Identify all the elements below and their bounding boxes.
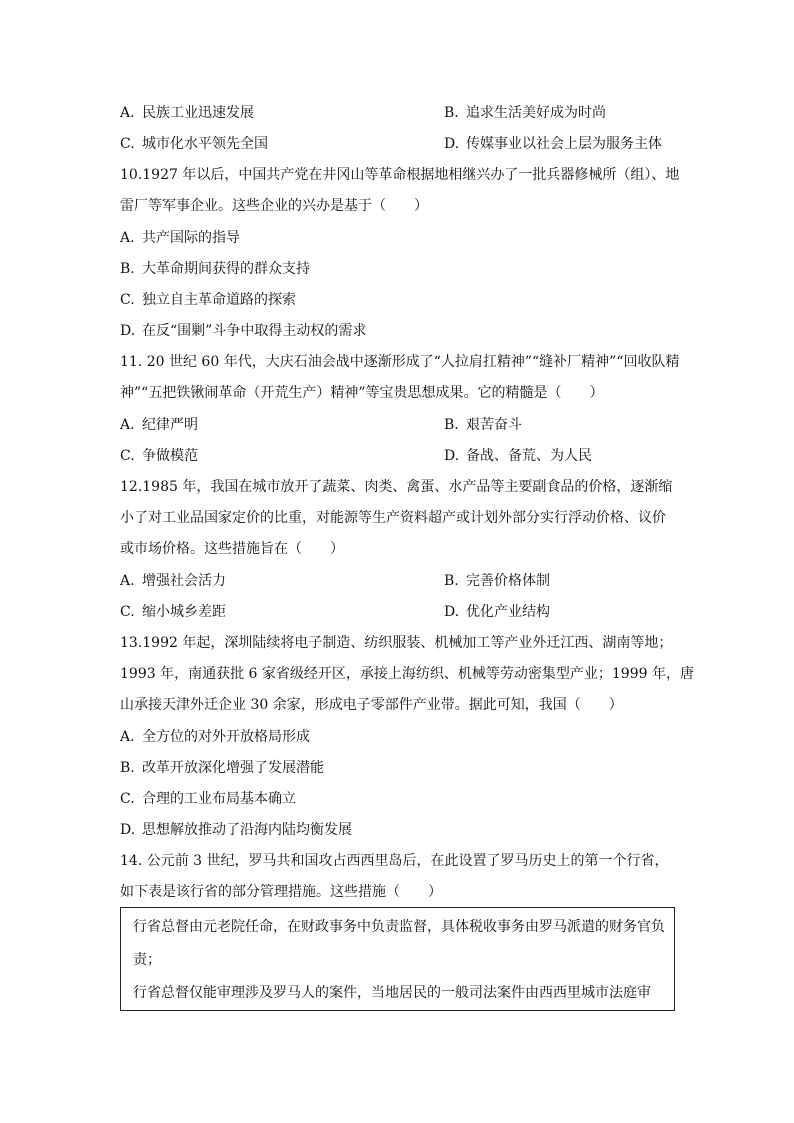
q10-option-c[interactable]: C. 独立自主革命道路的探索 (120, 292, 296, 308)
q9-option-b[interactable]: B. 追求生活美好成为时尚 (444, 105, 606, 121)
q9-option-a[interactable]: A. 民族工业迅速发展 (120, 105, 254, 121)
q13-option-d[interactable]: D. 思想解放推动了沿海内陆均衡发展 (120, 822, 352, 838)
q9-option-d[interactable]: D. 传媒事业以社会上层为服务主体 (444, 136, 662, 152)
q14-stem-line-2: 如下表是该行省的部分管理措施。这些措施（ ） (120, 884, 442, 900)
q11-option-d[interactable]: D. 备战、备荒、为人民 (444, 448, 592, 464)
q14-table-line-2: 责； (133, 952, 161, 968)
q9-option-c[interactable]: C. 城市化水平领先全国 (120, 136, 268, 152)
q14-table-line-3: 行省总督仅能审理涉及罗马人的案件，当地居民的一般司法案件由西西里城市法庭审 (133, 985, 651, 1001)
q12-stem-line-3: 或市场价格。这些措施旨在（ ） (120, 541, 344, 557)
q10-option-d[interactable]: D. 在反“围剿”斗争中取得主动权的需求 (120, 323, 367, 339)
q12-stem-line-1: 12.1985 年，我国在城市放开了蔬菜、肉类、禽蛋、水产品等主要副食品的价格，逐渐缩 (120, 479, 673, 495)
q11-option-a[interactable]: A. 纪律严明 (120, 417, 198, 433)
q10-option-a[interactable]: A. 共产国际的指导 (120, 230, 240, 246)
q10-option-b[interactable]: B. 大革命期间获得的群众支持 (120, 261, 310, 277)
q11-option-c[interactable]: C. 争做模范 (120, 448, 198, 464)
q11-stem-line-1: 11. 20 世纪 60 年代，大庆石油会战中逐渐形成了“人拉肩扛精神”“缝补厂精神”“回收队精 (120, 354, 680, 370)
q14-table-line-1: 行省总督由元老院任命，在财政事务中负责监督，具体税收事务由罗马派遣的财务官负 (133, 919, 665, 935)
q14-stem-line-1: 14. 公元前 3 世纪，罗马共和国攻占西西里岛后，在此设置了罗马历史上的第一个行省， (120, 853, 669, 869)
q14-measures-table (120, 907, 675, 1011)
q10-stem-line-1: 10.1927 年以后，中国共产党在井冈山等革命根据地相继兴办了一批兵器修械所（组）、地 (120, 167, 680, 183)
q13-option-b[interactable]: B. 改革开放深化增强了发展潜能 (120, 760, 324, 776)
q11-option-b[interactable]: B. 艰苦奋斗 (444, 417, 522, 433)
q12-stem-line-2: 小了对工业品国家定价的比重，对能源等生产资料超产或计划外部分实行浮动价格、议价 (120, 510, 666, 526)
q10-stem-line-2: 雷厂等军事企业。这些企业的兴办是基于（ ） (120, 198, 428, 214)
q13-stem-line-2: 1993 年，南通获批 6 家省级经开区，承接上海纺织、机械等劳动密集型产业；1999 年，唐 (120, 666, 694, 682)
q12-option-b[interactable]: B. 完善价格体制 (444, 573, 550, 589)
q13-stem-line-3: 山承接天津外迁企业 30 余家，形成电子零部件产业带。据此可知，我国（ ） (120, 697, 623, 713)
q11-stem-line-2: 神”“五把铁锹闹革命（开荒生产）精神”等宝贵思想成果。它的精髓是（ ） (120, 385, 604, 401)
q12-option-c[interactable]: C. 缩小城乡差距 (120, 604, 226, 620)
q13-option-a[interactable]: A. 全方位的对外开放格局形成 (120, 729, 310, 745)
q13-option-c[interactable]: C. 合理的工业布局基本确立 (120, 791, 296, 807)
q12-option-a[interactable]: A. 增强社会活力 (120, 573, 226, 589)
q13-stem-line-1: 13.1992 年起，深圳陆续将电子制造、纺织服装、机械加工等产业外迁江西、湖南等地； (120, 635, 673, 651)
q12-option-d[interactable]: D. 优化产业结构 (444, 604, 550, 620)
